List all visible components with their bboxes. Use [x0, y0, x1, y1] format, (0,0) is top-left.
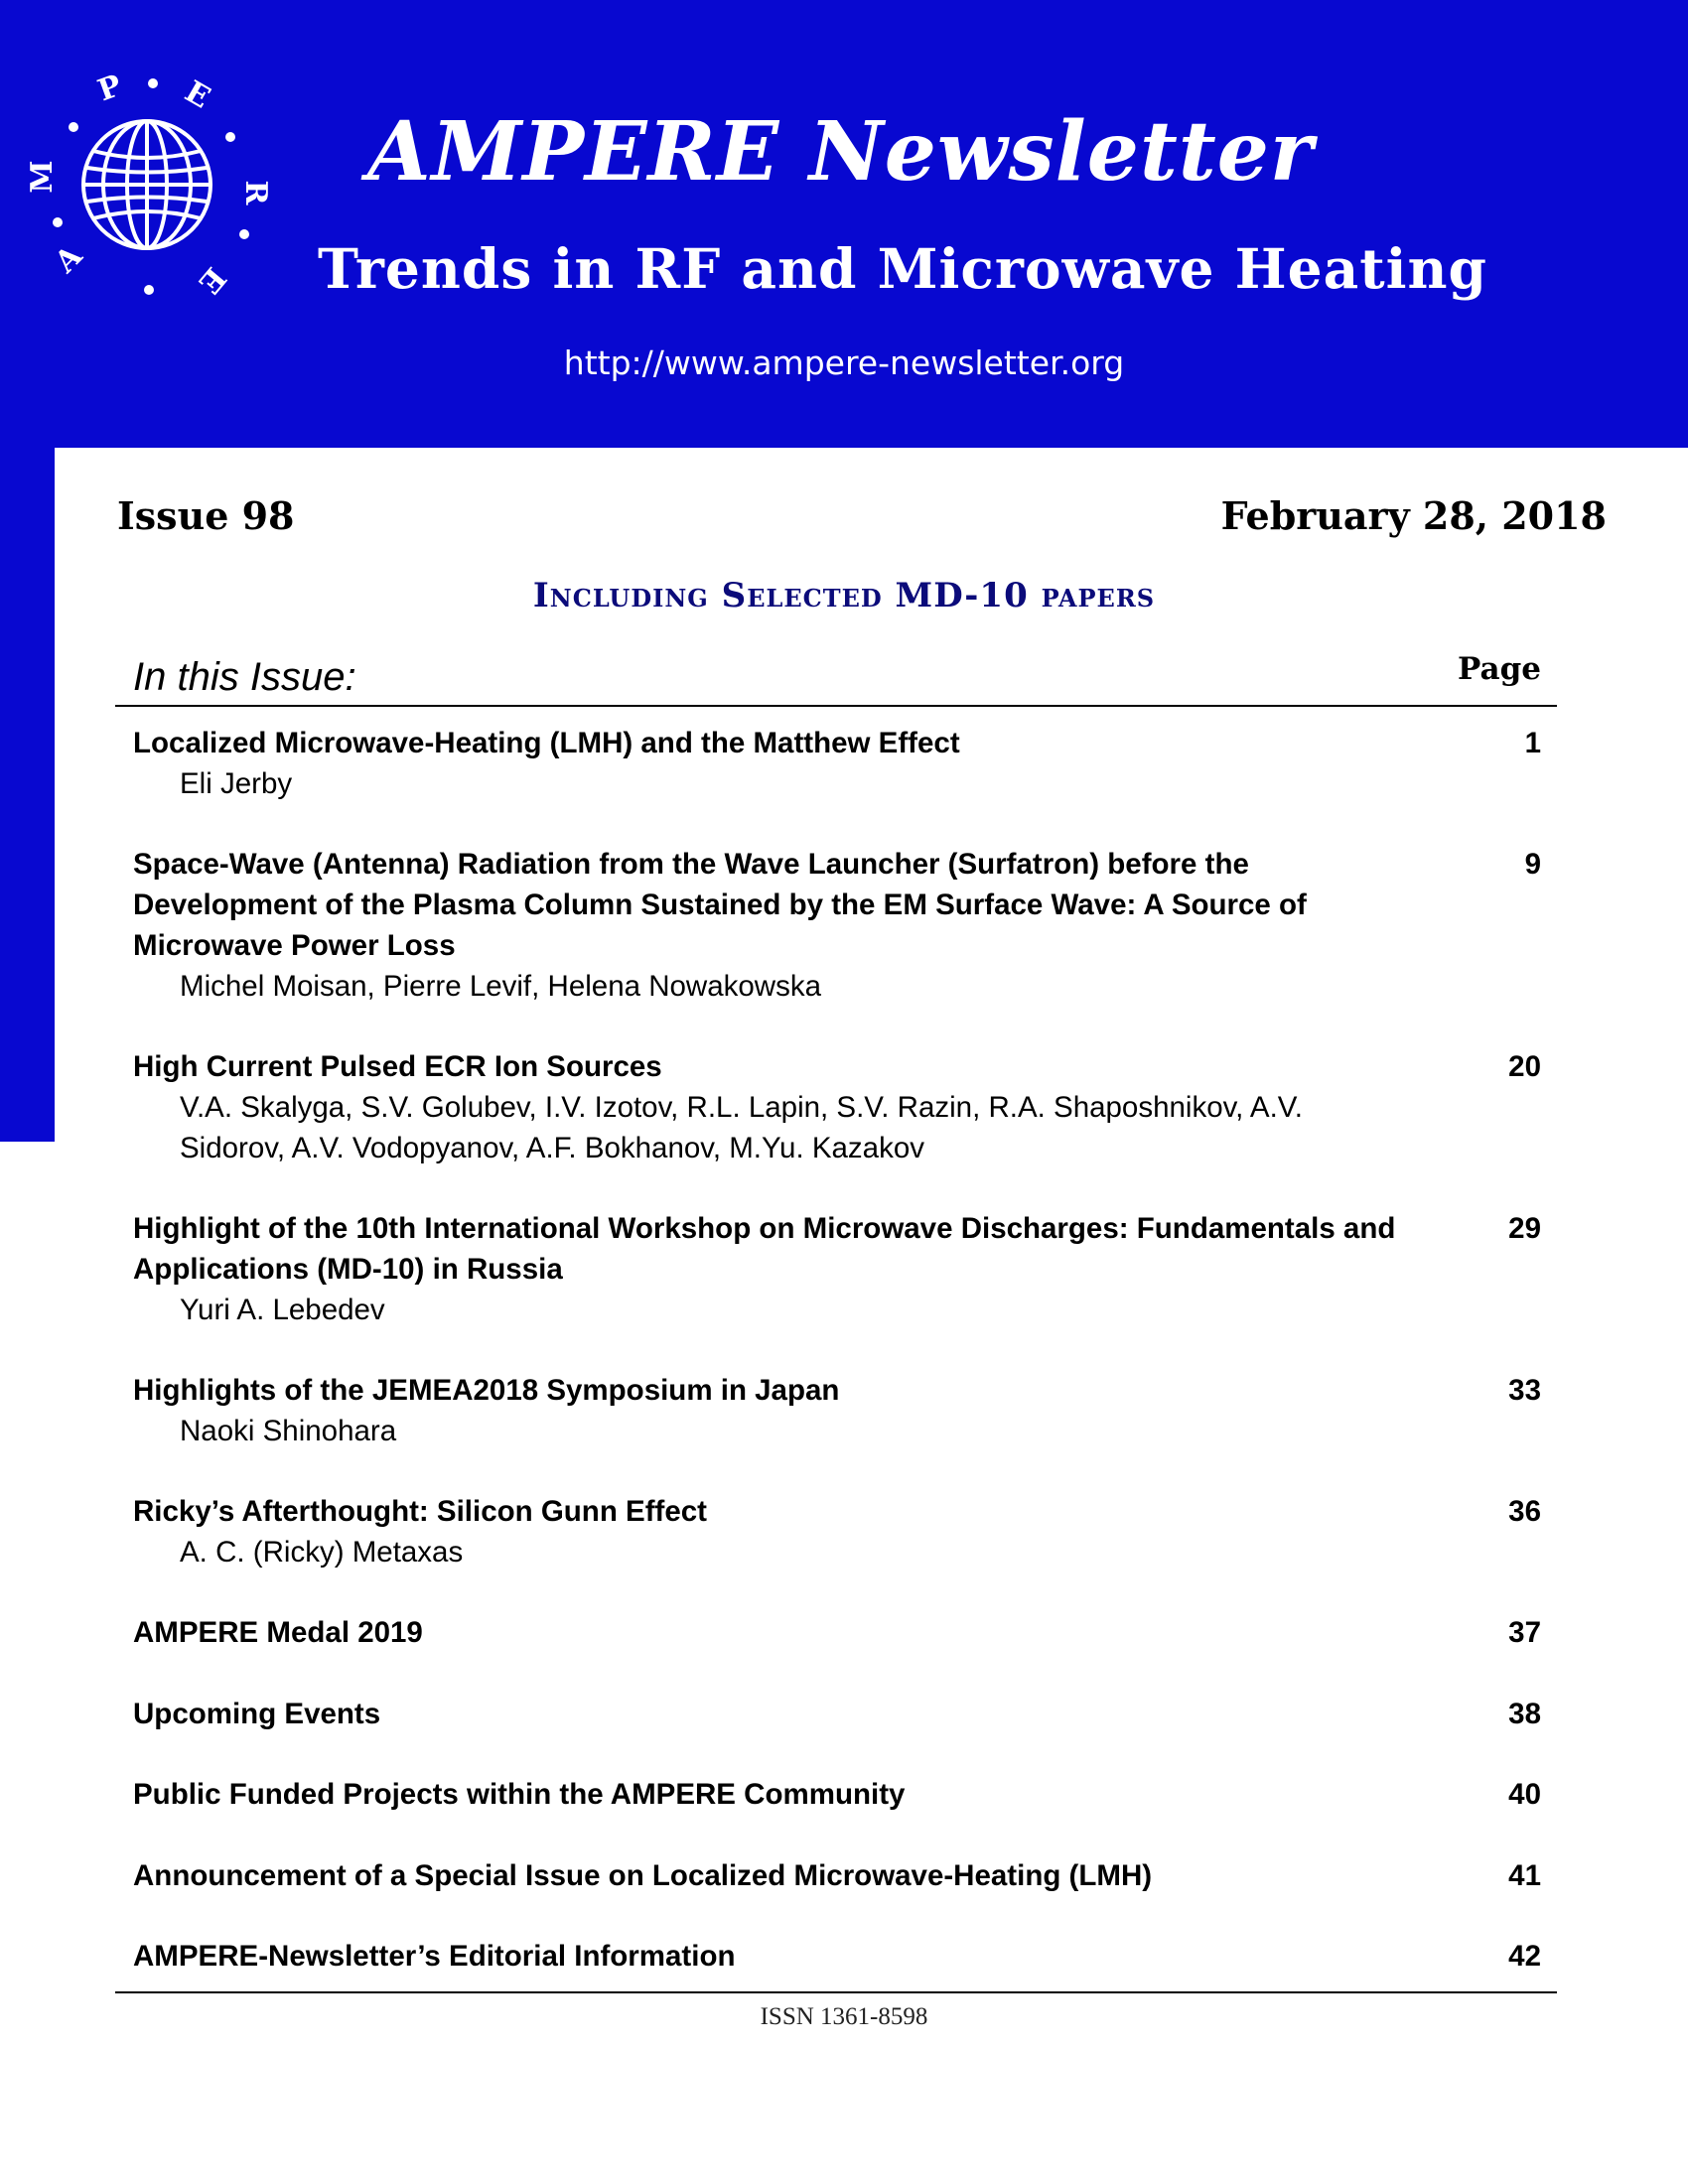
toc-entry-page: 40 [1508, 1778, 1541, 1811]
toc-entry-page: 1 [1524, 727, 1541, 759]
toc-entry-page: 42 [1508, 1940, 1541, 1973]
toc-entry[interactable] [133, 1855, 1541, 1896]
toc-entry-page: 20 [1508, 1050, 1541, 1083]
toc-entry-authors: Michel Moisan, Pierre Levif, Helena Nowakowska [180, 970, 821, 1003]
toc-entry-page: 37 [1508, 1616, 1541, 1649]
toc-top-rule [115, 705, 1557, 707]
corner-accent [0, 1060, 56, 1140]
toc-entry[interactable] [133, 1936, 1541, 1977]
toc-entry-page: 9 [1524, 848, 1541, 881]
toc-entry[interactable] [133, 844, 1541, 1007]
toc-entry[interactable] [133, 1208, 1541, 1330]
svg-text:P: P [93, 68, 127, 109]
toc-entry-title: AMPERE-Newsletter’s Editorial Information [133, 1940, 736, 1973]
toc-page-heading: Page [1458, 651, 1541, 687]
toc-entry-page: 41 [1508, 1859, 1541, 1892]
issue-number: Issue 98 [117, 493, 295, 538]
toc-entry[interactable] [133, 1612, 1541, 1653]
svg-text:A: A [48, 238, 89, 280]
toc-entry[interactable] [133, 1491, 1541, 1572]
including-line: Including Selected MD-10 papers [532, 576, 1156, 615]
newsletter-url-link[interactable]: http://www.ampere-newsletter.org [563, 343, 1125, 382]
svg-text:M: M [25, 160, 60, 194]
newsletter-title: AMPERE Newsletter [367, 104, 1315, 200]
toc-entry[interactable] [133, 1694, 1541, 1734]
svg-text:R: R [238, 180, 273, 205]
left-accent-bar [0, 447, 55, 1142]
toc-entry[interactable] [133, 1370, 1541, 1451]
toc-entry-title: Announcement of a Special Issue on Localized Microwave-Heating (LMH) [133, 1859, 1153, 1892]
toc-entry-authors: Naoki Shinohara [180, 1415, 397, 1447]
toc-bottom-rule [115, 1991, 1557, 1993]
issn-number: ISSN 1361-8598 [760, 2003, 928, 2030]
toc-entry-title: Ricky’s Afterthought: Silicon Gunn Effect [133, 1495, 708, 1528]
toc-entry-page: 33 [1508, 1374, 1541, 1407]
toc-entry-authors: Eli Jerby [180, 767, 293, 800]
toc-entry-page: 29 [1508, 1212, 1541, 1245]
toc-entry-authors: Yuri A. Lebedev [180, 1294, 385, 1326]
toc-entry-title: AMPERE Medal 2019 [133, 1616, 423, 1649]
toc-entry-page: 38 [1508, 1698, 1541, 1730]
toc-entry-title: Upcoming Events [133, 1698, 381, 1730]
toc-entry-page: 36 [1508, 1495, 1541, 1528]
issue-date: February 28, 2018 [1220, 493, 1607, 538]
toc-entry[interactable] [133, 723, 1541, 804]
svg-text:E: E [179, 73, 216, 116]
toc-entry-title: Highlights of the JEMEA2018 Symposium in Japan [133, 1374, 840, 1407]
newsletter-subtitle: Trends in RF and Microwave Heating [318, 236, 1487, 301]
toc-entry-title: High Current Pulsed ECR Ion Sources [133, 1050, 662, 1083]
toc-heading: In this Issue: [133, 655, 356, 699]
toc-entry-authors: V.A. Skalyga, S.V. Golubev, I.V. Izotov, R.L. Lapin, S.V. Razin, R.A. Shaposhnikov, A.V. Sidorov, A.V. Vodopyanov, A.F. Bokhanov, M.Yu. Kazakov [180, 1091, 1303, 1164]
toc-entry-authors: A. C. (Ricky) Metaxas [180, 1536, 464, 1569]
toc-entry-title: Public Funded Projects within the AMPERE Community [133, 1778, 906, 1811]
ampere-globe-logo-icon [25, 66, 273, 304]
toc-entry-title: Space-Wave (Antenna) Radiation from the Wave Launcher (Surfatron) before the Development of the Plasma Column Sustained by the EM Surface Wave: A Source of Microwave Power Loss [133, 848, 1307, 962]
toc-entry-title: Highlight of the 10th International Workshop on Microwave Discharges: Fundamentals and Applications (MD-10) in Russia [133, 1212, 1396, 1286]
toc-entry[interactable] [133, 1774, 1541, 1815]
svg-text:E: E [191, 260, 233, 301]
toc-entry[interactable] [133, 1046, 1541, 1168]
toc-entry-title: Localized Microwave-Heating (LMH) and the Matthew Effect [133, 727, 960, 759]
